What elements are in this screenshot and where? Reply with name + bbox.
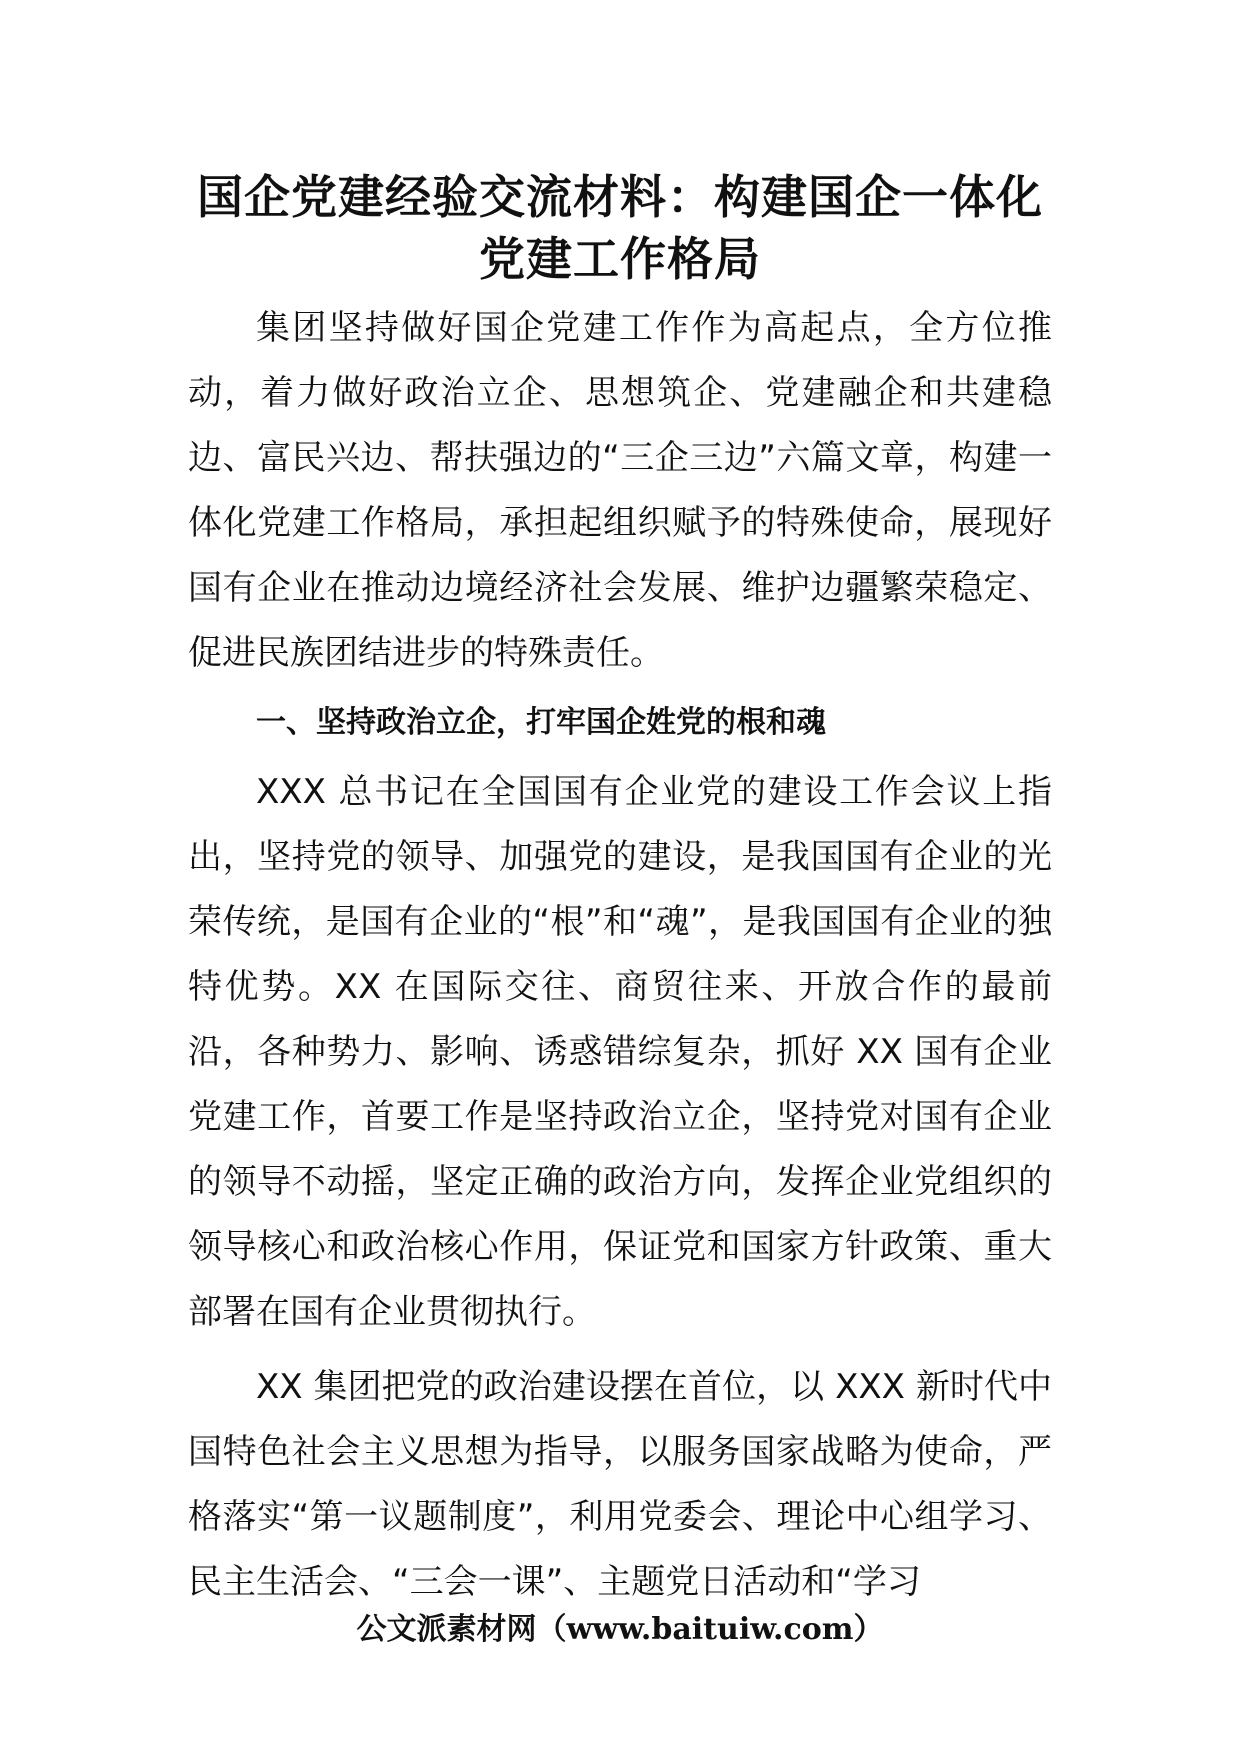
paragraph-3: XX 集团把党的政治建设摆在首位，以 XXX 新时代中国特色社会主义思想为指导，以服务国家战略为使命，严格落实“第一议题制度”，利用党委会、理论中心组学习、民主生活会、“三会一课”、主题党日活动和“学习 bbox=[188, 1367, 1052, 1602]
title-line-1: 国企党建经验交流材料：构建国企一体化 bbox=[197, 170, 1043, 224]
footer-watermark: 公文派素材网（www.baituiw.com） bbox=[356, 1612, 884, 1647]
title-line-2: 党建工作格局 bbox=[479, 232, 761, 286]
paragraph-2: XXX 总书记在全国国有企业党的建设工作会议上指出，坚持党的领导、加强党的建设，是我国国有企业的光荣传统，是国有企业的“根”和“魂”，是我国国有企业的独特优势。XX 在国际交往、商贸往来、开放合作的最前沿，各种势力、影响、诱惑错综复杂，抓好 XX 国有企业党建工作，首要工作是坚持政治立企，坚持党对国有企业的领导不动摇，坚定正确的政治方向，发挥企业党组织的领导核心和政治核心作用，保证党和国家方针政策、重大部署在国有企业贯彻执行。 bbox=[188, 772, 1052, 1332]
document-title bbox=[180, 166, 1060, 290]
paragraph-intro: 集团坚持做好国企党建工作作为高起点，全方位推动，着力做好政治立企、思想筑企、党建融企和共建稳边、富民兴边、帮扶强边的“三企三边”六篇文章，构建一体化党建工作格局，承担起组织赋予的特殊使命，展现好国有企业在推动边境经济社会发展、维护边疆繁荣稳定、促进民族团结进步的特殊责任。 bbox=[188, 308, 1052, 673]
section-heading-1: 一、坚持政治立企，打牢国企姓党的根和魂 bbox=[256, 705, 826, 740]
document-body bbox=[188, 296, 1052, 1615]
